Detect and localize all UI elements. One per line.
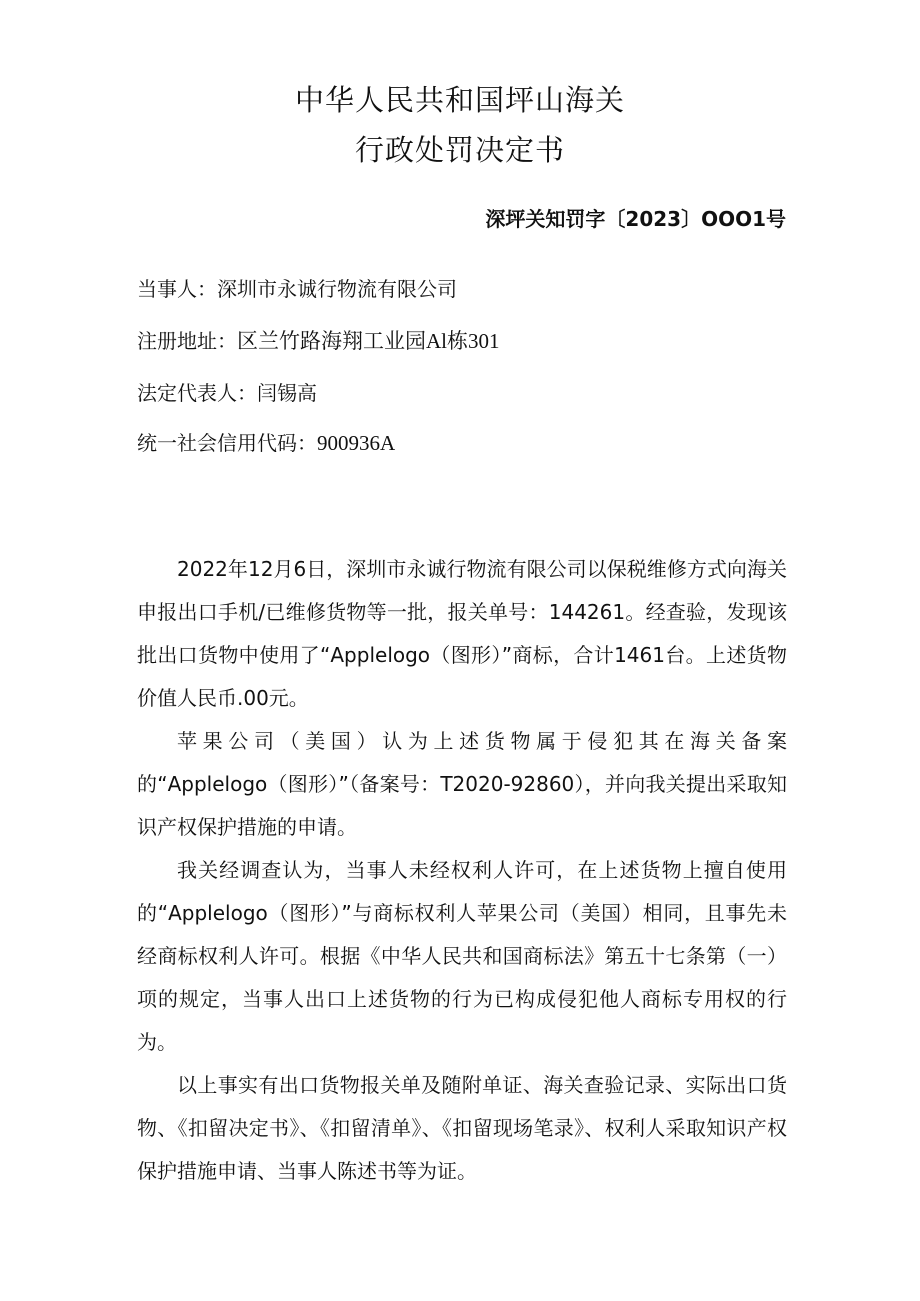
party-address-label: 注册地址： [137, 329, 237, 353]
credit-code-value: 900936A [317, 431, 396, 455]
credit-code-line [137, 427, 395, 456]
party-name-value: 深圳市永诚行物流有限公司 [217, 277, 457, 301]
legal-representative-line [137, 377, 317, 406]
credit-code-label: 统一社会信用代码： [137, 431, 317, 455]
paragraph-evidence: 以上事实有出口货物报关单及随附单证、海关查验记录、实际出口货物、《扣留决定书》、《扣留清单》、《扣留现场笔录》、权利人采取知识产权保护措施申请、当事人陈述书等为证。 [137, 1073, 787, 1183]
document-title-line1: 中华人民共和国坪山海关 [294, 83, 625, 117]
party-address-value: 区兰竹路海翔工业园Al栋301 [237, 329, 500, 353]
legal-representative-label: 法定代表人： [137, 381, 257, 405]
paragraph-rights-holder: 苹果公司（美国）认为上述货物属于侵犯其在海关备案的“Applelogo（图形）”（备案号：T2020-92860），并向我关提出采取知识产权保护措施的申请。 [137, 729, 787, 839]
document-title-line2: 行政处罚决定书 [354, 133, 565, 167]
party-address-line [137, 325, 500, 355]
legal-representative-value: 闫锡高 [257, 381, 317, 405]
paragraph-facts: 2022年12月6日，深圳市永诚行物流有限公司以保税维修方式向海关申报出口手机/已维修货物等一批，报关单号：144261。经查验，发现该批出口货物中使用了“Applelogo（图形）”商标，合计1461台。上述货物价值人民币.00元。 [137, 557, 787, 710]
party-name-label: 当事人： [137, 277, 217, 301]
party-name-line [137, 273, 457, 302]
paragraph-investigation: 我关经调查认为，当事人未经权利人许可，在上述货物上擅自使用的“Applelogo（图形）”与商标权利人苹果公司（美国）相同，且事先未经商标权利人许可。根据《中华人民共和国商标法》第五十七条第（一）项的规定，当事人出口上述货物的行为已构成侵犯他人商标专用权的行为。 [137, 858, 787, 1054]
document-number: 深坪关知罚字〔2023〕OOO1号 [485, 207, 786, 231]
document-body [137, 548, 787, 1193]
